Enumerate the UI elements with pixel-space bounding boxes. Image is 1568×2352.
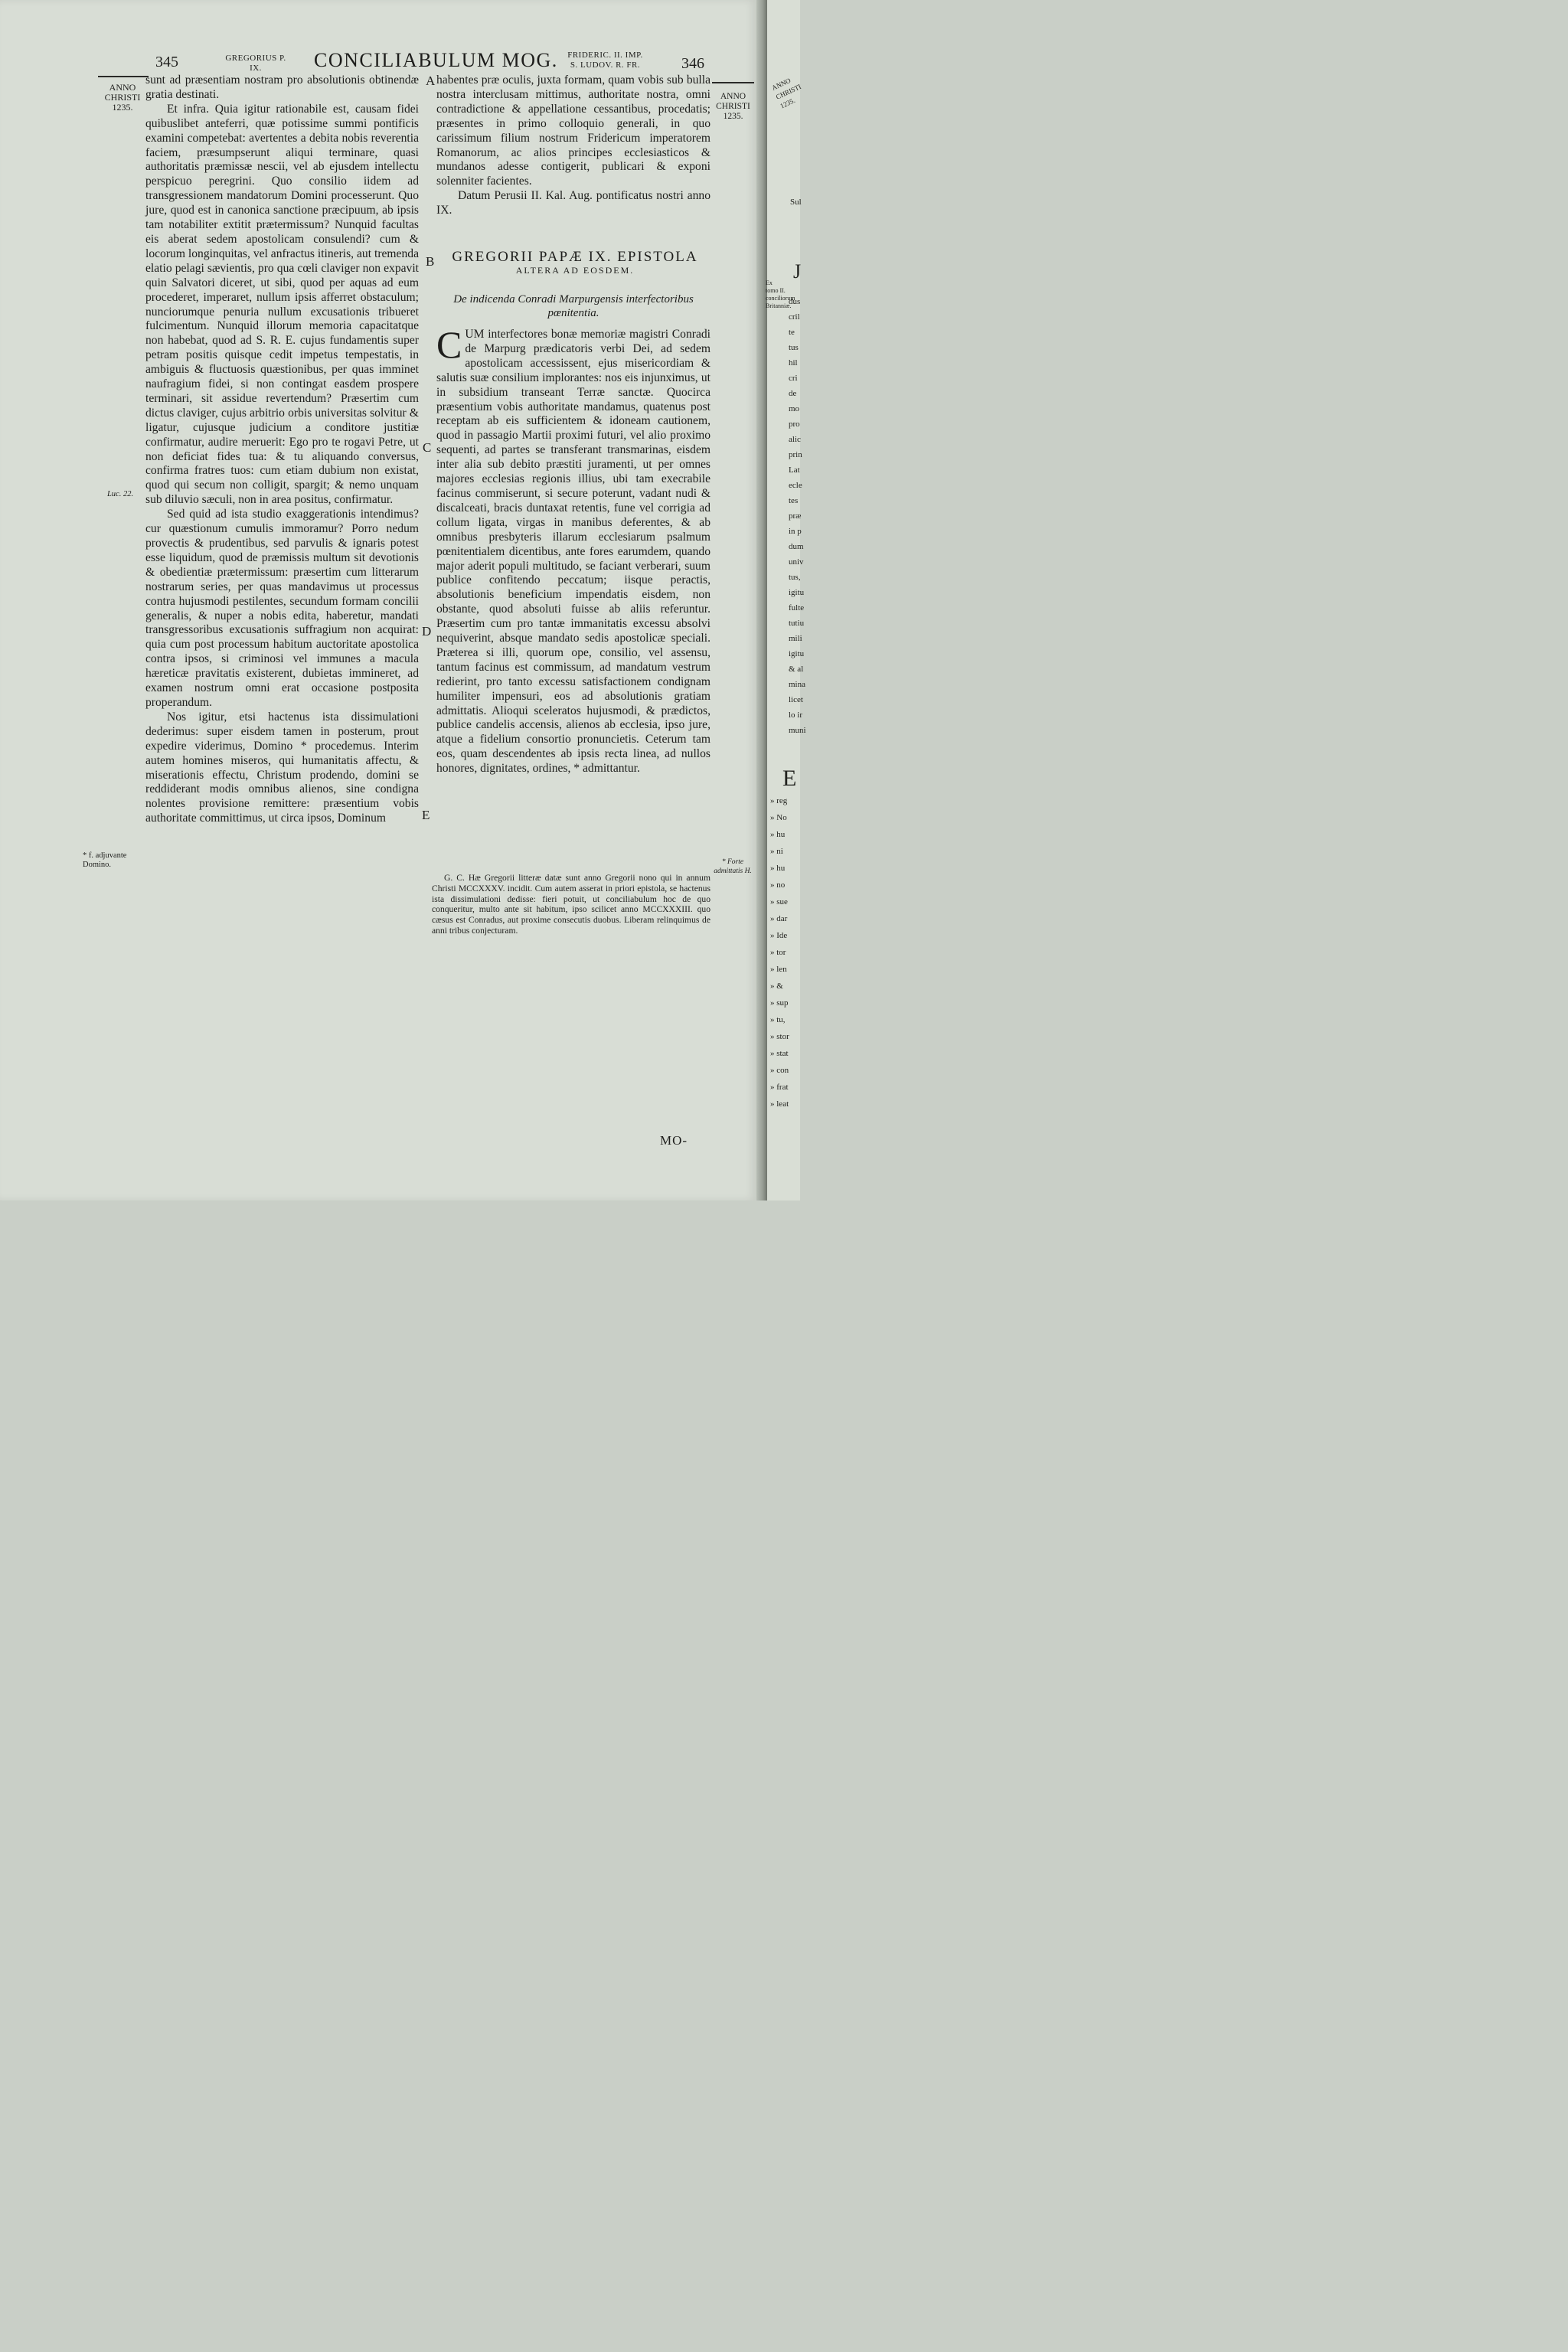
running-head-left: GREGORIUS P. IX.: [225, 54, 286, 73]
next-page-line: » stat: [770, 1049, 789, 1058]
next-page-line: tus,: [789, 573, 801, 582]
next-page-line: » frat: [770, 1083, 789, 1092]
next-page-line: » No: [770, 813, 787, 822]
right-year-label: ANNO CHRISTI 1235.: [716, 92, 750, 121]
next-page-line: Sul: [790, 198, 802, 207]
next-page-line: cri: [789, 374, 798, 383]
section-letter-c: C: [423, 440, 432, 455]
next-page-line: dus: [789, 297, 801, 306]
next-page-line: » stor: [770, 1032, 789, 1041]
epistle-subtitle: ALTERA AD EOSDEM.: [515, 265, 635, 276]
left-paragraph-4: Nos igitur, etsi hactenus ista dissimulationi dederimus: super eisdem tamen in posterum, prout expedire viderimus, Domino * procedemus. Interim autem homines miseros, qui humanitatis affectu, & miserationis effectu, Christum prodendo, domini se reddiderant modis omnibus alienos, sine condigna nolentes provisione remittere: præsentium vobis authoritate committimus, ut circa ipsos, Dominum: [145, 710, 419, 825]
next-page-line: tes: [789, 496, 799, 505]
next-page-line: præ: [789, 511, 802, 521]
next-page-line: muni: [789, 726, 806, 735]
next-page-line: » tu,: [770, 1015, 786, 1024]
left-paragraph-2: Et infra. Quia igitur rationabile est, causam fidei quibuslibet anteferri, quæ potissime summi pontificis examini competebat: avertentes a debita nobis reverentia faciem, præsumpserunt aliqui terminare, quasi authoritatis præmissæ nescii, vel ab ejusdem intellectu perspicuo peregrini. Quo consilio iidem ad transgressionem mandatorum Domini processerunt. Quo jure, quod est in canonica sanctione præcipuum, ab ipsis tam notabiliter extitit prætermissum? Nunquid facultas eis aberat sedem apostolicam consulendi? cum & locorum longinquitas, vel anfractus itineris, aut tremenda elatio pelagi sævientis, pro qua cœli claviger non expavit quin Salvatori diceret, ut sibi, quod per aquas ad eum procederet, imperaret, nullum ipsis afferret obstaculum; nunciorumque penuria nullum excusationis tribueret fulcimentum. Nunquid illorum memoria capacitatque non habebat, quod ad S. R. E. cujus fundamentis super petram positis quisque cedit impetus tempestatis, in ambiguis & fluctuosis quæstionibus, per quas imminet naufragium fidei, si non contingat easdem prospere terminari, sit assidue revertendum? Præsertim cum dictus claviger, cujus arbitrio orbis universitas solvitur & ligatur, cujusque judicium a conditore justitiæ confirmatur, audire meruerit: Ego pro te rogavi Petre, ut non deficiat fides tua: & tu aliquando conversus, confirma fratres tuos: cum etiam dubium non existat, quod qui secum non colligit, spargit; & nemo unquam sub diluvio sæculi, non in area positus, confirmatur.: [145, 102, 419, 507]
next-page-line: te: [789, 328, 795, 337]
right-margin-rule: [712, 82, 754, 83]
next-page-line: igitu: [789, 649, 805, 658]
page-number-left: 345: [155, 54, 178, 70]
next-page-line: mili: [789, 634, 802, 643]
left-margin-rule: [98, 76, 149, 77]
next-page-line: » ni: [770, 847, 783, 856]
next-page-line: » tor: [770, 948, 786, 957]
next-page-line: igitu: [789, 588, 805, 597]
epistle-description: De indicenda Conradi Marpurgensis interfectoribus pœnitentia.: [453, 293, 694, 319]
right-column-top: [436, 74, 710, 218]
next-page-line: » reg: [770, 796, 788, 805]
editorial-note: [432, 873, 710, 936]
section-letter-a: A: [426, 74, 436, 88]
book-page: [0, 0, 756, 1200]
book-gutter: [756, 0, 767, 1200]
next-page-line: » &: [770, 982, 783, 991]
next-page-line: E: [782, 766, 797, 791]
next-page-line: fulte: [789, 603, 805, 612]
dated-line: Datum Perusii II. Kal. Aug. pontificatus nostri anno IX.: [436, 189, 710, 217]
section-letter-d: D: [422, 624, 432, 639]
left-paragraph-1: sunt ad præsentiam nostram pro absolutionis obtinendæ gratia destinati.: [145, 74, 419, 101]
section-letter-b: B: [426, 254, 435, 269]
drop-cap: C: [436, 323, 462, 366]
running-head-right: [550, 51, 661, 70]
epistle-paragraph: [436, 323, 710, 776]
next-page-line: hil: [789, 358, 798, 368]
next-page-line: tus: [789, 343, 799, 352]
next-page-line: alic: [789, 435, 801, 444]
next-page-line: » len: [770, 965, 787, 974]
left-paragraph-3: Sed quid ad ista studio exaggerationis intendimus? cur quæstionum cumulis immoramur? Porro nedum provectis & prudentibus, sed parvulis & ignaris potest esse liquidum, quod de præmissis multum sit devotionis & obedientiæ prætermissum: præsertim cum litterarum nostrarum series, per quas mandavimus ut processus contra hujusmodi pestilentes, secundum formam concilii generalis, & nuper a nobis edita, haberetur, mandati transgressoribus excusationis suffragium non acquirat: quia cum post processum habitum auctoritate apostolica contra ipsos, si criminosi vel immunes a macula hæreticæ pravitatis existerent, dubietas immineret, ad examen nostrum omni erat occasione postposita properandum.: [145, 508, 419, 709]
catchword: MO-: [660, 1133, 688, 1148]
left-column: [145, 74, 419, 826]
epistle-body: [436, 323, 710, 776]
running-head-right-2: S. LUDOV. R. FR.: [570, 60, 641, 70]
next-page-line: » leat: [770, 1099, 789, 1109]
next-page-line: » sup: [770, 998, 789, 1008]
section-letter-e: E: [422, 808, 430, 822]
editorial-note-text: G. C. Hæ Gregorii litteræ datæ sunt anno Gregorii nono qui in annum Christi MCCXXXV. incidit. Cum autem asserat in priori epistola, se hactenus ista dissimulationi dedisse: fieri potuit, ut conciliabulum hoc de quo conqueritur, multo ante sit habitum, ipso scilicet anno MCCXXXIII. quo cæsus est Conradus, aut proxime consecutis duobus. Liberam relinquimus de anni tribus conjecturam.: [432, 873, 710, 936]
next-page-line: » sue: [770, 897, 788, 906]
next-page-line: » hu: [770, 830, 786, 839]
next-page-fragment: [766, 0, 806, 1200]
epistle-title: GREGORII PAPÆ IX. EPISTOLA: [452, 249, 698, 265]
next-page-line: pro: [789, 420, 800, 429]
next-page-line: ecle: [789, 481, 802, 490]
epistle-body-text: interfectores bonæ memoriæ magistri Conradi de Marpurg prædicatoris verbi Dei, ad sedem apostolicam accessissent, ejus misericordiam & salutis suæ consilium implorantes: nos eis injunximus, ut in subsidium transeant Terræ sanctæ. Quocirca præsentium vobis authoritate mandamus, quatenus post receptam ab eis sufficientem & idoneam cautionem, quod in passagio Martii proximi futuri, vel alio proximo sequenti, ad partes se transferant transmarinas, eisdem inter alia sub debito præstiti juramenti, ut per omnes majores ecclesias regionis illius, ubi tam execrabile facinus commiserunt, si secure poterunt, vadant nudi & discalceati, bracis duntaxat retentis, fune vel corrigia ad collum ligata, virgas in manibus deferentes, & ab omnibus presbyteris illarum ecclesiarum psalmum pœnitentialem dicentibus, ante fores earumdem, quando major aderit populi multitudo, se faciant verberari, suum publice confitendo peccatum; iisque peractis, absolutionis beneficium impendatis eisdem, non obstante, quod absoluti fuisse ab aliis referuntur. Præsertim cum pro tantæ immanitatis excessu absolvi nequiverint, absque mandato sedis apostolicæ speciali. Præterea si illi, quorum ope, consilio, vel assensu, tantum facinus est commissum, ad mandatum vestrum redierint, pro tanto excessu satisfactionem condignam humiliter impensuri, eos ad absolutionis gratiam admittatis. Alioqui sceleratos hujusmodi, & prædictos, publice candelis accensis, alienos ab ecclesia, ipso jure, atque a fidelium consortio pronuncietis. Ceterum tam eos, quam descendentes ab ipsis recta linea, ad nullos honores, dignitates, ordines, * admittantur.: [436, 328, 710, 776]
next-page-line: mo: [789, 404, 800, 413]
epistle-first-word: UM: [465, 328, 485, 341]
next-page-line: dum: [789, 542, 804, 551]
next-page-line: de: [789, 389, 797, 398]
margin-note-adjuvante: * f. adjuvante Domino.: [83, 851, 127, 869]
next-page-line: & al: [789, 665, 804, 674]
next-page-line: » no: [770, 880, 786, 890]
next-page-year-label: ANNO CHRISTI 1235.: [770, 76, 802, 110]
next-page-line: mina: [789, 680, 805, 689]
next-page-line: » dar: [770, 914, 788, 923]
margin-note-luc: Luc. 22.: [106, 490, 134, 498]
next-page-line: » hu: [770, 864, 786, 873]
next-page-line: prin: [789, 450, 802, 459]
next-page-line: » con: [770, 1066, 789, 1075]
next-page-line: tutiu: [789, 619, 805, 628]
next-page-line: » Ide: [770, 931, 788, 940]
next-page-line: J: [793, 260, 802, 283]
next-page-line: licet: [789, 695, 803, 704]
next-page-line: in p: [789, 527, 802, 536]
next-page-line: lo ir: [789, 710, 803, 720]
right-continuation: habentes præ oculis, juxta formam, quam vobis sub bulla nostra interclusam mittimus, authoritate nostra, omni contradictione & appellatione cessantibus, procedatis; præsentes in primo colloquio generali, in quo carissimum filium nostrum Fridericum imperatorem Romanorum, ac alios principes ecclesiasticos & mundanos adesse contigerit, publicari & exponi solenniter facientes.: [436, 74, 710, 188]
next-page-line: cril: [789, 312, 800, 322]
running-head-right-1: FRIDERIC. II. IMP.: [567, 51, 643, 60]
margin-note-forte: * Forte admittatis H.: [714, 858, 752, 875]
next-page-side-note: Ex tomo II. conciliorum Britanniæ.: [766, 279, 795, 309]
next-page-line: Lat: [789, 466, 800, 475]
page-number-right: 346: [681, 55, 704, 72]
left-year-label: ANNO CHRISTI 1235.: [104, 82, 141, 113]
page-title: CONCILIABULUM MOG.: [314, 49, 558, 71]
next-page-line: univ: [789, 557, 804, 567]
